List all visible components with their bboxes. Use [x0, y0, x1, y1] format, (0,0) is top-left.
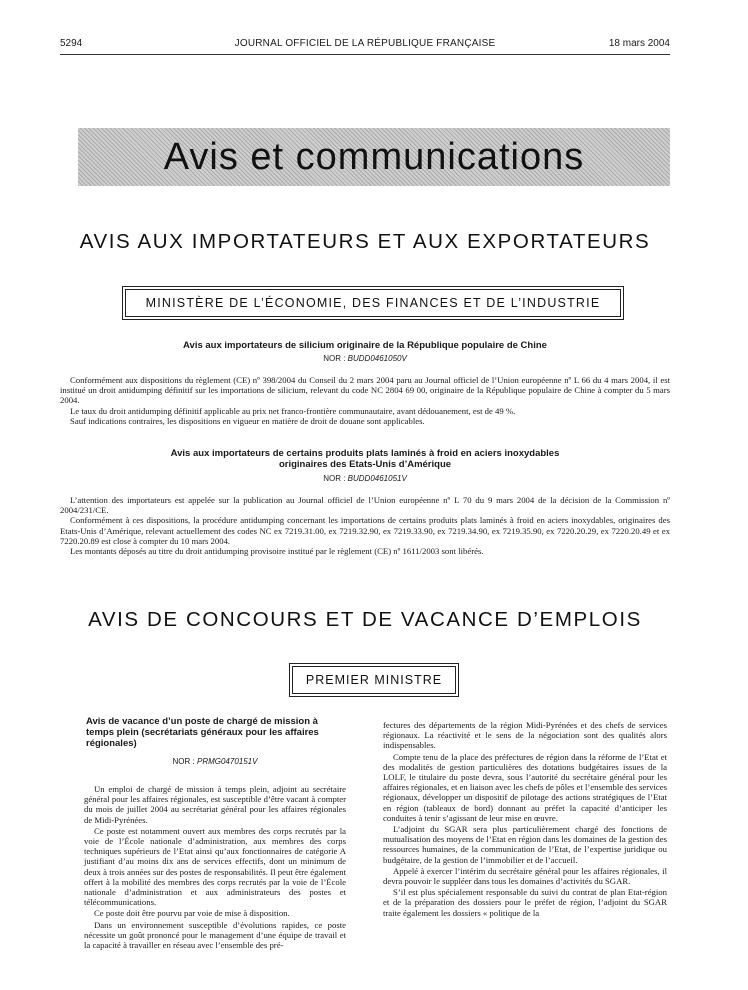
section-banner	[78, 128, 670, 186]
journal-title: JOURNAL OFFICIEL DE LA RÉPUBLIQUE FRANÇAISE	[234, 38, 496, 49]
vacancy-right-column	[383, 720, 667, 919]
banner-title: Avis et communications	[163, 135, 585, 178]
section-title-concours: AVIS DE CONCOURS ET DE VACANCE D’EMPLOIS	[88, 608, 642, 631]
vacancy-left-column	[84, 784, 346, 951]
section-title-importers: AVIS AUX IMPORTATEURS ET AUX EXPORTATEURS	[79, 230, 651, 253]
paragraph: Dans un environnement susceptible d’évolutions rapides, ce poste nécessite un goût prononcé pour le management d’une équipe de travail et la capacité à travailler en réseau avec l’ensemble des pré-	[84, 919, 346, 951]
notice-steel-nor	[60, 474, 670, 483]
notice-vacancy-nor	[84, 757, 346, 766]
nor-code: PRMG0470151V	[196, 757, 258, 766]
notice-silicium-nor	[60, 354, 670, 363]
premier-ministre-label: PREMIER MINISTRE	[292, 666, 456, 694]
nor-code: BUDD0461051V	[347, 474, 407, 483]
notice-steel-title	[60, 448, 670, 470]
nor-code: BUDD0461050V	[347, 354, 407, 363]
paragraph: fectures des départements de la région Midi-Pyrénées et des chefs de services régionaux. La réactivité et le sens de la négociation sont des qualités alors indispensables.	[383, 720, 667, 751]
notice-vacancy-title: Avis de vacance d’un poste de chargé de mission à temps plein (secrétariats généraux pour les affaires régionales)	[86, 716, 319, 749]
paragraph: Conformément à ces dispositions, la procédure antidumping concernant les importations de certains produits plats laminés à froid en aciers inoxydables, originaires des Etats-Unis d’Amérique, relevant actuellement des codes NC ex 7219.31.00, ex 7219.32.90, ex 7219.33.90, ex 7219.34.90, ex 7219.35.90, ex 7220.20.29, ex 7220.20.49 et ex 7220.20.89 est close à compter du 10 mars 2004.	[60, 515, 670, 546]
paragraph: Ce poste doit être pourvu par voie de mise à disposition.	[94, 908, 290, 919]
header-divider	[60, 54, 670, 55]
ministry-box	[122, 286, 624, 320]
paragraph: Ce poste est notamment ouvert aux membres des corps recrutés par la voie de l’École nationale d’administration, aux membres des corps techniques supérieurs de l’Etat ainsi qu’aux fonctionnaires de catégorie A justifiant d’au moins dix ans de services effectifs, dont un minimum de deux à trois années sur des postes de responsabilités. Il peut être également offert à la mobilité des membres des corps recrutés par la voie de l’École nationale d’administration et aux administrateurs des postes et télécommunications.	[84, 825, 346, 908]
page-header	[60, 38, 670, 52]
notice-steel-title-line2: originaires des Etats-Unis d’Amérique	[278, 459, 452, 470]
paragraph: L’attention des importateurs est appelée sur la publication au Journal officiel de l’Union européenne nº L 70 du 9 mars 2004 de la décision de la Commission nº 2004/231/CE.	[60, 495, 670, 516]
paragraph: L’adjoint du SGAR sera plus particulièrement chargé des fonctions de mutualisation des moyens de l’Etat en région dans les domaines de la gestion des ressources humaines, de la communication de l’Etat, de l’expertise juridique ou budgétaire, de la gestion de l’immobilier et de l’accueil.	[383, 824, 667, 865]
page-number: 5294	[60, 38, 83, 49]
premier-ministre-box	[289, 663, 459, 697]
issue-date: 18 mars 2004	[608, 38, 670, 49]
paragraph: Conformément aux dispositions du règlement (CE) nº 398/2004 du Conseil du 2 mars 2004 paru au Journal officiel de l’Union européenne nº L 66 du 4 mars 2004, il est institué un droit antidumping définitif sur les importations de silicium, relevant du code NC 2804 69 00, originaire de la République populaire de Chine à compter du 5 mars 2004.	[60, 375, 670, 406]
notice-steel-body	[60, 495, 670, 556]
nor-label: NOR :	[172, 757, 195, 766]
notice-silicium-title: Avis aux importateurs de silicium originaire de la République populaire de Chine	[183, 340, 547, 351]
paragraph: Le taux du droit antidumping définitif applicable au prix net franco-frontière communautaire, avant dédouanement, est de 49 %.	[70, 405, 516, 416]
ministry-label: MINISTÈRE DE L’ÉCONOMIE, DES FINANCES ET DE L’INDUSTRIE	[125, 289, 621, 317]
paragraph: S’il est plus spécialement responsable du suivi du contrat de plan Etat-région et de la préparation des dossiers pour le préfet de région, l’adjoint du SGAR traite également les dossiers « politique de la	[383, 887, 667, 918]
paragraph: Un emploi de chargé de mission à temps plein, adjoint au secrétaire général pour les affaires régionales, est susceptible d’être vacant à compter du mois de juillet 2004 au secrétariat général pour les affaires régionales de Midi-Pyrénées.	[84, 784, 346, 825]
paragraph: Appelé à exercer l’intérim du secrétaire général pour les affaires régionales, il devra pouvoir le suppléer dans tous les domaines d’activités du SGAR.	[383, 865, 667, 887]
nor-label: NOR :	[323, 354, 346, 363]
notice-steel-title-line1: Avis aux importateurs de certains produits plats laminés à froid en aciers inoxydables	[170, 448, 560, 459]
notice-silicium-body	[60, 375, 670, 426]
paragraph: Compte tenu de la place des préfectures de région dans la réforme de l’Etat et des modalités de gestion particulières des dotations budgétaires issues de la LOLF, le titulaire du poste devra, sous l’autorité du secrétaire général pour les affaires régionales, et en liaison avec les chefs de pôles et l’ensemble des services régionaux, développer un dispositif de pilotage des actions stratégiques de l’Etat en région (tableaux de bord) donnant au préfet la capacité d’anticiper les conduites à tenir s’agissant de leur mise en œuvre.	[383, 751, 667, 823]
nor-label: NOR :	[323, 474, 346, 483]
paragraph: Les montants déposés au titre du droit antidumping provisoire institué par le règlement (CE) nº 1611/2003 sont libérés.	[70, 546, 484, 557]
paragraph: Sauf indications contraires, les dispositions en vigueur en matière de droit de douane sont applicables.	[70, 415, 425, 426]
